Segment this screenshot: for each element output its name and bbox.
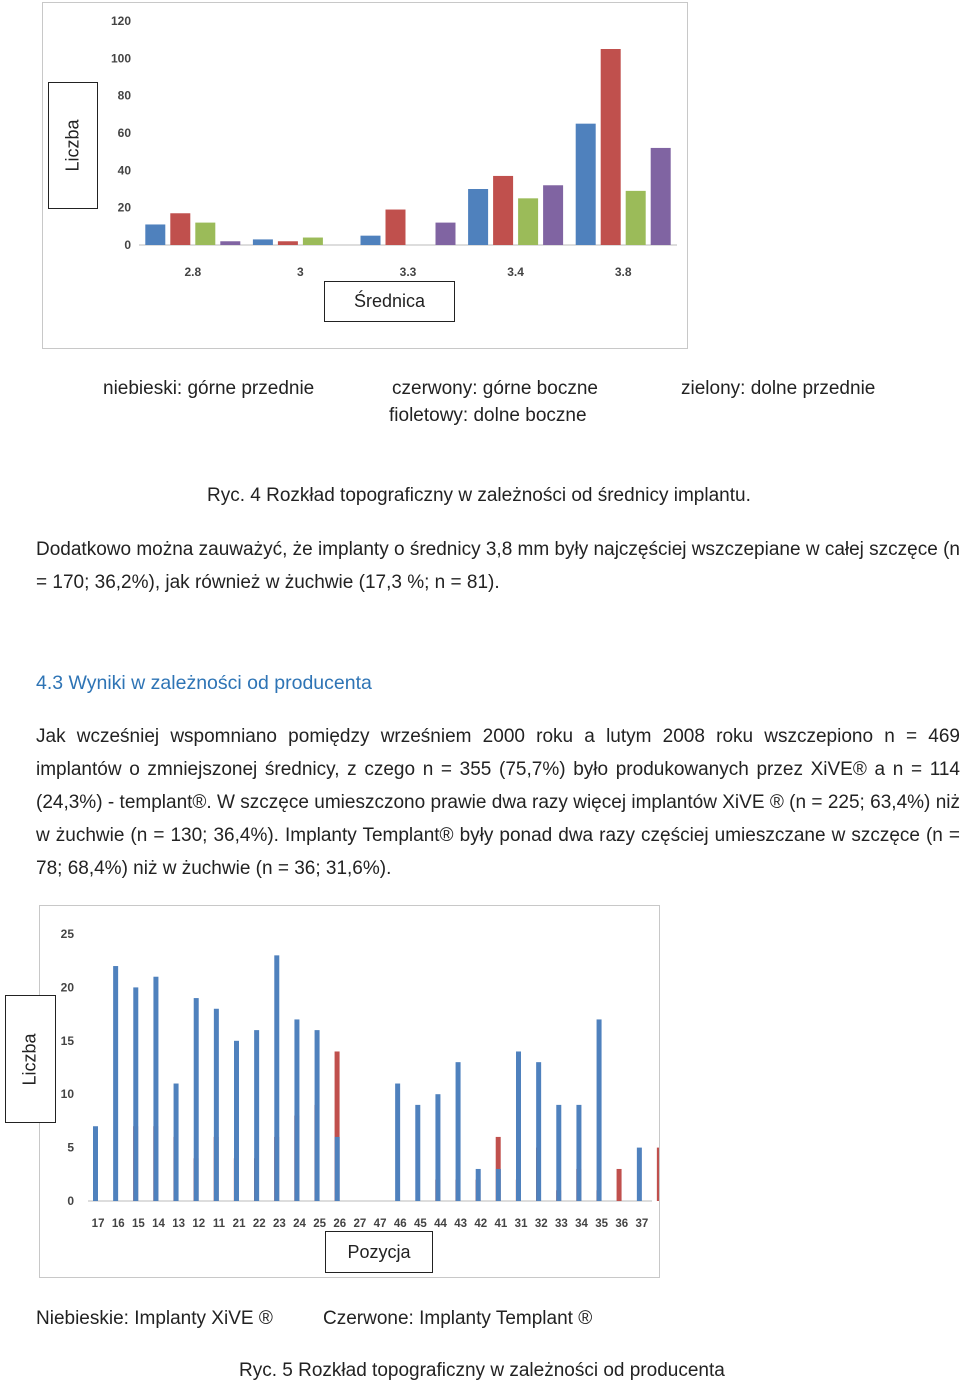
x-tick-label: 3.4	[507, 265, 524, 279]
bar	[516, 1051, 521, 1201]
chart2-x-axis-label-box	[325, 1231, 433, 1273]
bar	[303, 238, 323, 245]
y-tick-label: 120	[110, 14, 131, 28]
x-tick-label: 14	[152, 1218, 165, 1230]
chart-manufacturer-frame	[39, 905, 660, 1278]
x-tick-label: 31	[514, 1218, 528, 1230]
x-tick-label: 3	[297, 265, 304, 279]
x-tick-label: 13	[172, 1218, 186, 1230]
bar	[195, 223, 215, 245]
x-tick-label: 21	[232, 1218, 246, 1230]
bar	[294, 1019, 299, 1201]
x-tick-label: 45	[413, 1218, 427, 1230]
bar	[476, 1169, 481, 1201]
bar	[220, 241, 240, 245]
bar	[496, 1169, 501, 1201]
bar	[113, 966, 118, 1201]
bar	[170, 213, 190, 245]
x-tick-label: 2.8	[184, 265, 202, 279]
paragraph-manufacturer: Jak wcześniej wspomniano pomiędzy wrześniem 2000 roku a lutym 2008 roku wszczepiono n = 469 implantów o zmniejszonej średnicy, z czego n = 355 (75,7%) było produkowanych przez XiVE® a n = 114 (24,3%) - templant®. W szczęce umieszczono prawie dwa razy więcej implantów XiVE ® (n = 225; 63,4%) niż w żuchwie (n = 130; 36,4%). Implanty Templant® były ponad dwa razy częściej umieszczane w szczęce (n = 78; 68,4%) niż w żuchwie (n = 36; 31,6%).	[36, 726, 960, 879]
legend-blue: niebieski: górne przednie	[103, 378, 315, 399]
bar	[253, 239, 273, 245]
legend-xive: Niebieskie: Implanty XiVE ®	[36, 1308, 273, 1329]
bar	[456, 1062, 461, 1201]
x-tick-label: 41	[494, 1218, 508, 1230]
x-tick-label: 34	[575, 1218, 588, 1230]
bar	[274, 955, 279, 1201]
x-tick-label: 16	[111, 1218, 125, 1230]
legend-red: czerwony: górne boczne	[392, 378, 598, 399]
figure-4-caption: Ryc. 4 Rozkład topograficzny w zależności od średnicy implantu.	[207, 485, 751, 506]
bar	[637, 1148, 642, 1201]
bar	[597, 1019, 602, 1201]
legend-green: zielony: dolne przednie	[681, 378, 876, 399]
bar	[576, 124, 596, 245]
x-tick-label: 15	[131, 1218, 145, 1230]
x-tick-label: 17	[91, 1218, 105, 1230]
chart1-x-axis-label-box	[324, 281, 455, 322]
x-tick-label: 25	[313, 1218, 327, 1230]
bar	[468, 189, 488, 245]
bar	[386, 210, 406, 245]
bar	[133, 987, 138, 1201]
x-tick-label: 3.8	[614, 265, 632, 279]
x-tick-label: 12	[192, 1218, 206, 1230]
x-tick-label: 42	[474, 1218, 488, 1230]
y-tick-label: 15	[60, 1033, 74, 1048]
bar	[234, 1041, 239, 1201]
x-tick-label: 3.3	[399, 265, 417, 279]
x-tick-label: 27	[353, 1218, 367, 1230]
bar	[93, 1126, 98, 1201]
bar	[493, 176, 513, 245]
chart2-y-axis-label-box	[5, 995, 56, 1123]
bar	[518, 198, 538, 245]
y-tick-label: 60	[117, 126, 131, 140]
y-tick-label: 25	[60, 927, 74, 941]
y-tick-label: 0	[124, 238, 131, 252]
figure-5-caption: Ryc. 5 Rozkład topograficzny w zależności od producenta	[239, 1360, 725, 1381]
chart1-y-axis-label: Liczba	[62, 119, 83, 172]
x-tick-label: 32	[534, 1218, 548, 1230]
bar	[543, 185, 563, 245]
x-tick-label: 36	[615, 1218, 629, 1230]
chart2-x-axis-label: Pozycja	[347, 1241, 411, 1262]
y-tick-label: 20	[117, 200, 131, 215]
y-tick-label: 0	[67, 1194, 74, 1208]
x-tick-label: 47	[373, 1218, 387, 1230]
bar	[435, 1094, 440, 1201]
x-tick-label: 23	[272, 1218, 286, 1230]
x-tick-label: 24	[293, 1218, 306, 1230]
bar	[651, 148, 671, 245]
x-tick-label: 46	[393, 1218, 407, 1230]
y-tick-label: 100	[110, 51, 131, 66]
bar	[254, 1030, 259, 1201]
bar	[626, 191, 646, 245]
x-tick-label: 26	[333, 1218, 347, 1230]
y-tick-label: 20	[60, 980, 74, 995]
y-tick-label: 40	[117, 163, 131, 178]
x-tick-label: 11	[212, 1218, 226, 1230]
bar	[415, 1105, 420, 1201]
paragraph-diameter-summary: Dodatkowo można zauważyć, że implanty o średnicy 3,8 mm były najczęściej wszczepiane w całej szczęce (n = 170; 36,2%), jak również w żuchwie (17,3 %; n = 81).	[36, 539, 960, 593]
bar	[556, 1105, 561, 1201]
y-tick-label: 5	[67, 1140, 74, 1155]
bar	[395, 1084, 400, 1201]
chart1-y-axis-label-box	[48, 82, 98, 209]
bar	[145, 224, 165, 245]
x-tick-label: 33	[554, 1218, 568, 1230]
bar	[214, 1009, 219, 1201]
bar	[153, 977, 158, 1201]
bar	[361, 236, 381, 245]
bar	[278, 241, 298, 245]
x-tick-label: 35	[595, 1218, 609, 1230]
chart-manufacturer	[40, 906, 659, 1277]
legend-templant: Czerwone: Implanty Templant ®	[323, 1308, 593, 1329]
chart2-y-axis-label: Liczba	[20, 1032, 40, 1086]
bar	[657, 1148, 659, 1201]
bar	[315, 1030, 320, 1201]
bar	[335, 1137, 340, 1201]
bar	[194, 998, 199, 1201]
y-tick-label: 80	[117, 88, 131, 103]
x-tick-label: 37	[635, 1218, 649, 1230]
legend-purple: fioletowy: dolne boczne	[389, 405, 587, 426]
bar	[174, 1084, 179, 1201]
chart1-x-axis-label: Średnica	[353, 291, 426, 311]
x-tick-label: 43	[454, 1218, 468, 1230]
bar	[601, 49, 621, 245]
section-heading: 4.3 Wyniki w zależności od producenta	[36, 672, 372, 694]
x-tick-label: 22	[252, 1218, 266, 1230]
bar	[576, 1105, 581, 1201]
bar	[536, 1062, 541, 1201]
bar	[617, 1169, 622, 1201]
y-tick-label: 10	[60, 1087, 74, 1102]
x-tick-label: 44	[434, 1218, 447, 1230]
bar	[436, 223, 456, 245]
